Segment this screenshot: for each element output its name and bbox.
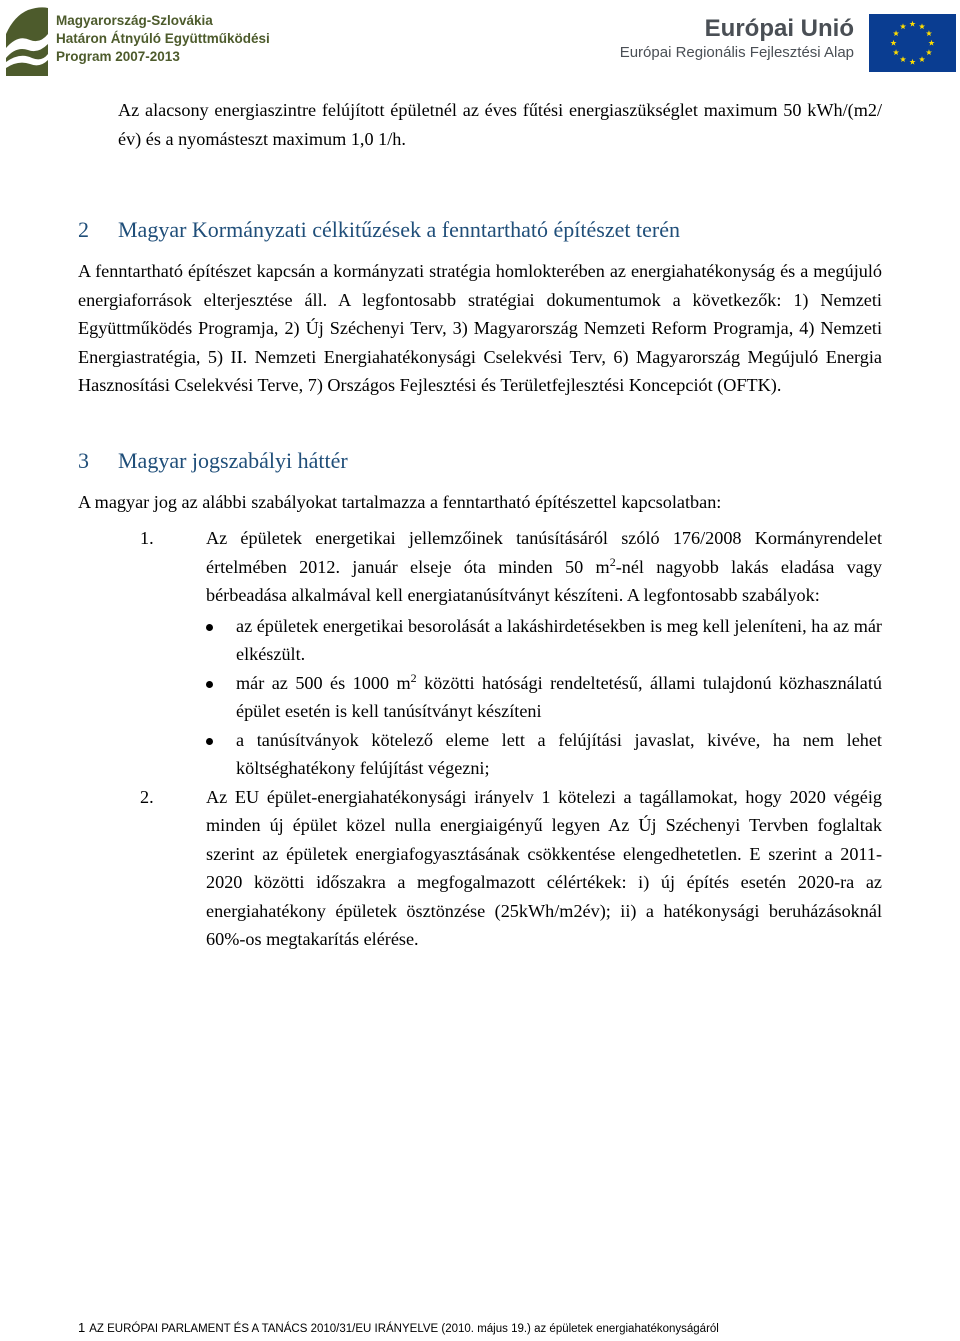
page-header xyxy=(0,0,960,82)
bullet-icon xyxy=(206,738,213,745)
bullet-item xyxy=(206,669,882,726)
sub-list xyxy=(206,612,882,783)
section-3-lead: A magyar jog az alábbi szabályokat tartalmazza a fenntartható építészettel kapcsolatban: xyxy=(78,491,722,512)
document-body xyxy=(78,96,882,954)
section-3-title: Magyar jogszabályi háttér xyxy=(118,447,348,473)
eu-title: Európai Unió xyxy=(704,15,854,42)
section-2-body: A fenntartható építészet kapcsán a kormányzati stratégia homlokterében az energiahatékonyság és a megújuló energiaforrások elterjesztése áll. A legfontosabb stratégiai dokumentumok a következők: 1) Nemzeti Együttműködés Programja, 2) Új Széchenyi Terv, 3) Magyarország Nemzeti Reform Programja, 4) Nemzeti Energiastratégia, 5) II. Nemzeti Energiahatékonysági Cselekvési Terv, 6) Magyarország Megújuló Energia Hasznosítási Cselekvési Terve, 7) Országos Fejlesztési és Területfejlesztési Koncepciót (OFTK). xyxy=(78,261,882,395)
eu-label xyxy=(620,16,854,64)
eu-subtitle: Európai Regionális Fejlesztési Alap xyxy=(619,44,854,61)
list-marker: 1. xyxy=(140,528,154,548)
bullet-text-b: közötti hatósági rendeltetésű, állami tulajdonú közhasználatú épület esetén is kell tanúsítványt készíteni xyxy=(236,672,883,721)
footnote-number: 1 xyxy=(78,1320,86,1335)
section-3-heading xyxy=(78,446,882,476)
bullet-item xyxy=(206,612,882,669)
item1-text-a: Az épületek energetikai jellemzőinek tanúsításáról szóló 176/2008 Kormányrendelet értelmében 2012. január elseje óta minden 50 m xyxy=(206,528,882,577)
section-2-heading xyxy=(78,215,882,245)
superscript: 2 xyxy=(609,554,616,569)
program-line-3: Program 2007-2013 xyxy=(56,49,180,64)
rules-list xyxy=(78,524,882,954)
bullet-text: a tanúsítványok kötelező eleme lett a felújítási javaslat, kivéve, ha nem lehet költséghatékony felújítást végezni; xyxy=(236,729,882,778)
program-line-1: Magyarország-Szlovákia xyxy=(56,13,213,28)
bullet-text: már az 500 és 1000 m xyxy=(236,672,411,693)
program-name xyxy=(56,12,270,66)
bullet-icon xyxy=(206,681,213,688)
intro-paragraph: Az alacsony energiaszintre felújított épületnél az éves fűtési energiaszükséglet maximum 50 kWh/(m2/év) és a nyomásteszt maximum 1,0 1/h. xyxy=(118,100,882,149)
section-2-number: 2 xyxy=(78,217,89,242)
item1-text-b: -nél nagyobb lakás eladása vagy bérbeadása alkalmával kell energiatanúsítványt készíteni. A legfontosabb szabályok: xyxy=(206,556,882,605)
superscript: 2 xyxy=(410,670,417,685)
bullet-item xyxy=(206,726,882,783)
list-marker: 2. xyxy=(140,786,154,807)
bullet-text: az épületek energetikai besorolását a lakáshirdetésekben is meg kell jeleníteni, ha az már elkészült. xyxy=(236,615,882,664)
section-2-title: Magyar Kormányzati célkitűzések a fenntartható építészet terén xyxy=(118,217,680,242)
bullet-icon xyxy=(206,624,213,631)
list-item xyxy=(78,783,882,954)
list-item xyxy=(78,524,882,783)
program-line-2: Határon Átnyúló Együttműködési xyxy=(56,31,270,46)
list-item-text: Az EU épület-energiahatékonysági irányelv 1 kötelezi a tagállamokat, hogy 2020 végéig minden új épület közel nulla energiaigényű legyen Az Új Széchenyi Tervben foglaltak szerint az épületek energiafogyasztásának csökkentése elengedhetetlen. E szerint a 2011-2020 közötti időszakra a megfogalmazott célértékek: i) új építés esetén 2020-ra az energiahatékony épületek ösztönzése (25kWh/m2év); ii) a hatékonysági beruházásoknál 60%-os megtakarítás elérése. xyxy=(206,786,882,949)
section-3-number: 3 xyxy=(78,447,89,473)
footnote xyxy=(78,1320,898,1337)
eu-flag-icon xyxy=(869,14,956,72)
program-logo-icon xyxy=(4,4,50,78)
list-item-text xyxy=(206,524,882,610)
footnote-text: AZ EURÓPAI PARLAMENT ÉS A TANÁCS 2010/31/EU IRÁNYELVE (2010. május 19.) az épületek energiahatékonyságáról xyxy=(89,1323,719,1335)
